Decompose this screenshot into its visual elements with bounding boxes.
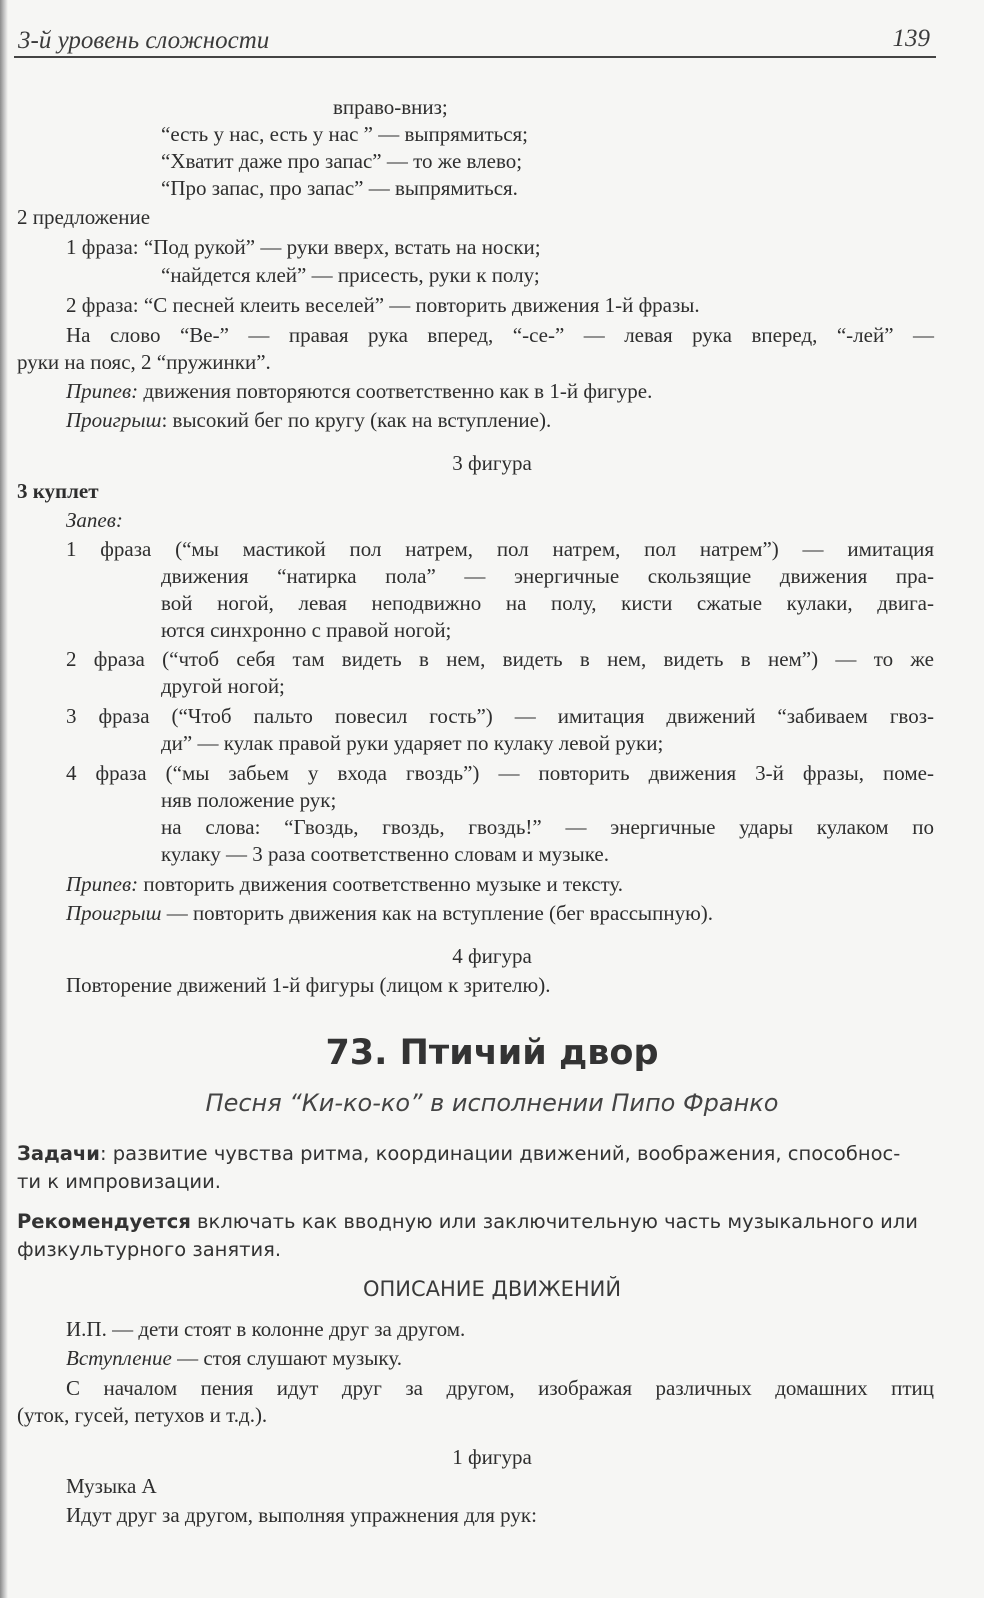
verse-heading: 3 куплет xyxy=(17,479,99,503)
section-subtitle: Песня “Ки-ко-ко” в исполнении Пипо Франко xyxy=(205,1089,779,1117)
interlude-label: Проигрыш xyxy=(66,901,162,925)
chorus-text: движения повторяются соответственно как в 1-й фигуре. xyxy=(138,379,653,403)
text-line: Музыка А xyxy=(66,1474,157,1498)
text-line: вправо-вниз; xyxy=(333,95,448,119)
subsection-heading: ОПИСАНИЕ ДВИЖЕНИЙ xyxy=(362,1277,622,1301)
text-line: вой ногой, левая неподвижно на полу, кисти сжатые кулаки, двига- xyxy=(161,591,934,615)
figure-heading: 4 фигура xyxy=(452,944,532,968)
text-line: Идут друг за другом, выполняя упражнения для рук: xyxy=(66,1503,537,1527)
verse-label: Запев: xyxy=(66,508,123,532)
text-line: кулаку — 3 раза соответственно словам и музыке. xyxy=(161,842,609,866)
intro-text: — стоя слушают музыку. xyxy=(171,1346,402,1370)
text-line: 2 фраза (“чтоб себя там видеть в нем, видеть в нем, видеть в нем”) — то же xyxy=(66,647,934,671)
text-line xyxy=(66,871,623,898)
tasks-label: Задачи xyxy=(17,1142,100,1165)
text-line: (уток, гусей, петухов и т.д.). xyxy=(17,1403,268,1427)
recommendation-text: включать как вводную или заключительную часть музыкального или xyxy=(190,1210,918,1233)
text-line: “есть у нас, есть у нас ” — выпрямиться; xyxy=(161,122,529,146)
text-line: няв положение рук; xyxy=(161,788,337,812)
text-line: ди” — кулак правой руки ударяет по кулаку левой руки; xyxy=(161,731,664,755)
text-line: 2 предложение xyxy=(17,205,151,229)
interlude-text: — повторить движения как на вступление (бег врассыпную). xyxy=(161,901,714,925)
chorus-label: Припев: xyxy=(66,379,139,403)
interlude-label: Проигрыш xyxy=(66,408,162,432)
text-line xyxy=(66,378,652,405)
recommendation-label: Рекомендуется xyxy=(17,1210,191,1233)
section-title: 73. Птичий двор xyxy=(325,1033,659,1073)
tasks-text: : развитие чувства ритма, координации движений, воображения, способнос- xyxy=(99,1142,901,1165)
text-line: ются синхронно с правой ногой; xyxy=(161,618,452,642)
text-line: С началом пения идут друг за другом, изображая различных домашних птиц xyxy=(66,1376,934,1400)
text-line: 1 фраза (“мы мастикой пол натрем, пол натрем, пол натрем”) — имитация xyxy=(66,537,934,561)
text-line: “Хватит даже про запас” — то же влево; xyxy=(161,149,523,173)
text-line xyxy=(66,407,551,434)
text-line: На слово “Ве-” — правая рука вперед, “-се-” — левая рука вперед, “-лей” — xyxy=(66,323,934,347)
text-line: И.П. — дети стоят в колонне друг за другом. xyxy=(66,1317,466,1341)
text-line: 3 фраза (“Чтоб пальто повесил гость”) — имитация движений “забиваем гвоз- xyxy=(66,704,934,728)
chapter-title: 3-й уровень сложности xyxy=(18,27,270,54)
chorus-label: Припев: xyxy=(66,872,139,896)
text-line xyxy=(66,900,713,927)
chorus-text: повторить движения соответственно музыке и тексту. xyxy=(138,872,623,896)
intro-label: Вступление xyxy=(66,1346,172,1370)
text-line: 2 фраза: “С песней клеить веселей” — повторить движения 1-й фразы. xyxy=(66,293,700,317)
text-line: на слова: “Гвоздь, гвоздь, гвоздь!” — энергичные удары кулаком по xyxy=(161,815,934,839)
text-line xyxy=(66,1345,402,1372)
text-line: физкультурного занятия. xyxy=(17,1238,282,1261)
text-line: ти к импровизации. xyxy=(17,1170,221,1193)
text-line: 4 фраза (“мы забьем у входа гвоздь”) — повторить движения 3-й фразы, поме- xyxy=(66,761,934,785)
text-line: руки на пояс, 2 “пружинки”. xyxy=(17,350,271,374)
figure-heading: 3 фигура xyxy=(452,451,532,475)
text-line: другой ногой; xyxy=(161,674,285,698)
recommendation-line xyxy=(17,1208,918,1235)
page-number: 139 xyxy=(892,25,930,52)
text-line: “Про запас, про запас” — выпрямиться. xyxy=(161,176,518,200)
text-line: движения “натирка пола” — энергичные скользящие движения пра- xyxy=(161,564,934,588)
tasks-line xyxy=(17,1140,900,1167)
text-line: 1 фраза: “Под рукой” — руки вверх, встать на носки; xyxy=(66,235,541,259)
interlude-text: : высокий бег по кругу (как на вступление). xyxy=(161,408,552,432)
text-line: “найдется клей” — присесть, руки к полу; xyxy=(161,263,540,287)
text-line: Повторение движений 1-й фигуры (лицом к зрителю). xyxy=(66,973,551,997)
figure-heading: 1 фигура xyxy=(452,1445,532,1469)
